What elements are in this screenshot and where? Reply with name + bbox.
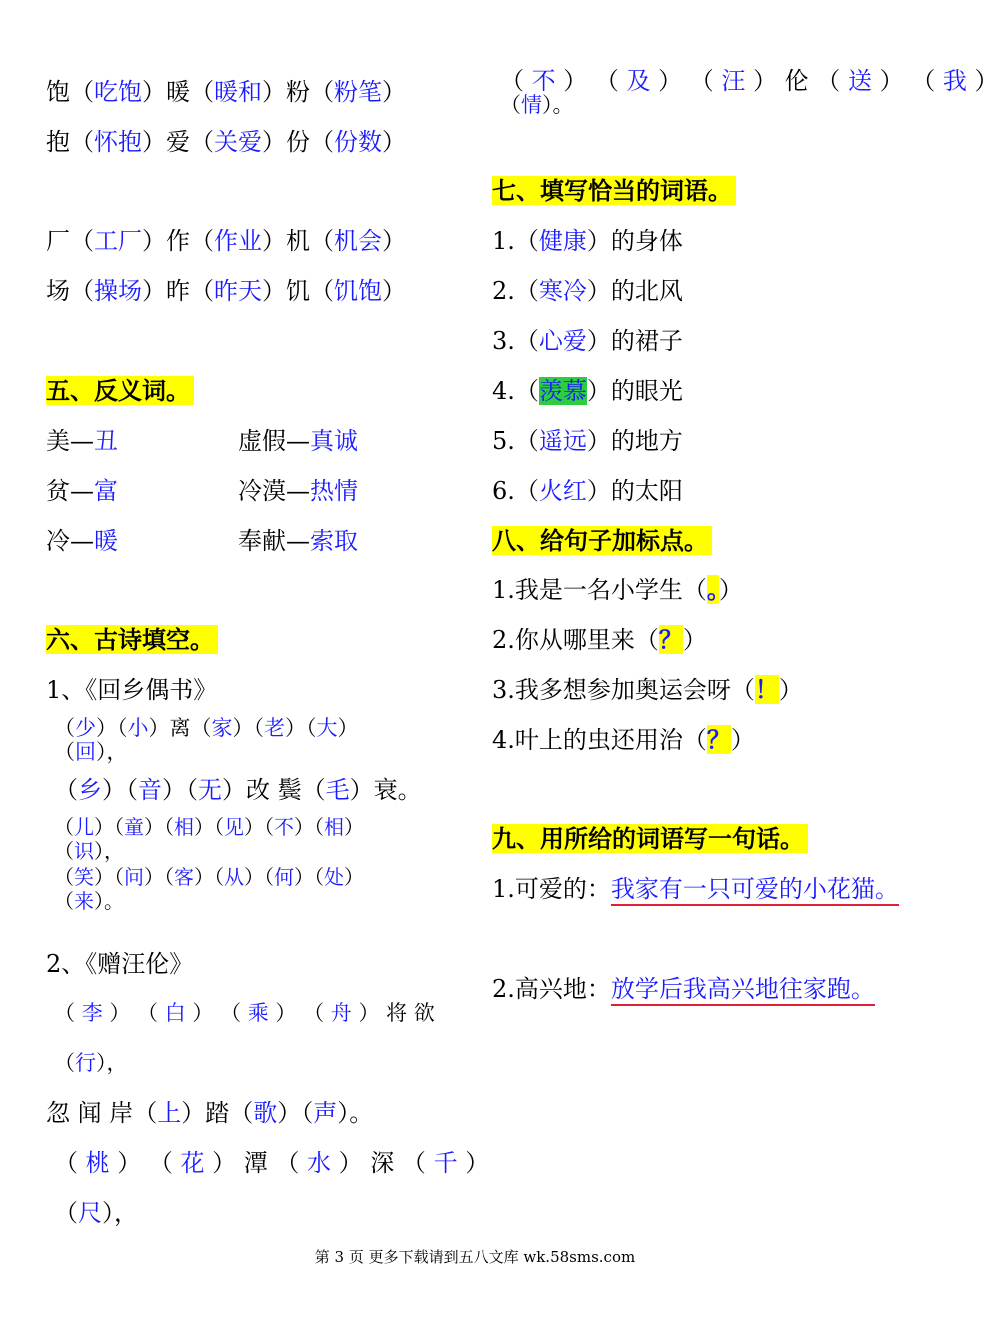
poem-2-line-1: （ 李 ） （ 白 ） （ 乘 ） （ 舟 ） 将 欲 bbox=[54, 1001, 435, 1025]
word-row-2: 抱（怀抱）爱（关爱）份（份数） bbox=[46, 128, 406, 156]
section-5-title: 五、反义词。 bbox=[46, 377, 194, 405]
punct-item-1: 1.我是一名小学生（。） bbox=[492, 575, 743, 604]
section-7-title: 七、填写恰当的词语。 bbox=[492, 177, 736, 205]
poem-2-line-4b: （情）。 bbox=[500, 93, 574, 117]
sentence-item-2: 2.高兴地：放学后我高兴地往家跑。 bbox=[492, 975, 875, 1003]
word-row-3: 厂（工厂）作（作业）机（机会） bbox=[46, 227, 406, 255]
poem-2-line-3: （ 桃 ） （ 花 ） 潭 （ 水 ） 深 （ 千 ） bbox=[54, 1149, 490, 1177]
punct-item-3: 3.我多想参加奥运会呀（！） bbox=[492, 675, 803, 704]
page-footer: 第 3 页 更多下载请到五八文库 wk.58sms.com bbox=[314, 1248, 636, 1266]
antonym-row-2: 贫—富 冷漠—热情 bbox=[46, 477, 358, 505]
section-9-title: 九、用所给的词语写一句话。 bbox=[492, 825, 808, 853]
sentence-item-1: 1.可爱的：我家有一只可爱的小花猫。 bbox=[492, 875, 899, 903]
fill-item-6: 6.（火红）的太阳 bbox=[492, 477, 683, 505]
poem-1-line-3: （儿）（童）（相）（见）（不）（相） bbox=[54, 815, 364, 839]
section-6-title: 六、古诗填空。 bbox=[46, 626, 218, 654]
poem-2-line-1b: （行）， bbox=[54, 1051, 128, 1075]
poem-1-line-4b: （来）。 bbox=[54, 889, 124, 913]
punct-item-4: 4.叶上的虫还用治（？） bbox=[492, 725, 755, 754]
fill-item-1: 1.（健康）的身体 bbox=[492, 227, 683, 255]
poem-1-line-3b: （识）， bbox=[54, 839, 124, 863]
fill-item-3: 3.（心爱）的裙子 bbox=[492, 327, 683, 355]
word-row-1: 饱（吃饱）暖（暖和）粉（粉笔） bbox=[46, 78, 406, 106]
fill-item-4: 4.（羡慕）的眼光 bbox=[492, 377, 683, 405]
punct-item-2: 2.你从哪里来（？） bbox=[492, 625, 707, 654]
poem-2-line-2: 忽 闻 岸（上）踏（歌）（声）。 bbox=[46, 1099, 374, 1127]
poem-2-line-3b: （尺）， bbox=[54, 1199, 138, 1227]
poem-1-line-2: （乡）（音）（无）改 鬓（毛）衰。 bbox=[54, 776, 422, 804]
word-row-4: 场（操场）昨（昨天）饥（饥饱） bbox=[46, 277, 406, 305]
antonym-row-1: 美—丑 虚假—真诚 bbox=[46, 427, 358, 455]
section-8-title: 八、给句子加标点。 bbox=[492, 527, 712, 555]
poem-2-title: 2、《赠汪伦》 bbox=[46, 950, 194, 978]
poem-1-line-1: （少）（小）离（家）（老）（大） bbox=[54, 716, 359, 740]
poem-2-line-4: （ 不 ） （ 及 ） （ 汪 ） 伦 （ 送 ） （ 我 ） bbox=[500, 67, 998, 95]
fill-item-2: 2.（寒冷）的北风 bbox=[492, 277, 683, 305]
poem-1-line-1b: （回）， bbox=[54, 740, 128, 764]
poem-1-title: 1、《回乡偶书》 bbox=[46, 676, 218, 704]
antonym-row-3: 冷—暖 奉献—索取 bbox=[46, 527, 358, 555]
fill-item-5: 5.（遥远）的地方 bbox=[492, 427, 683, 455]
poem-1-line-4: （笑）（问）（客）（从）（何）（处） bbox=[54, 865, 364, 889]
